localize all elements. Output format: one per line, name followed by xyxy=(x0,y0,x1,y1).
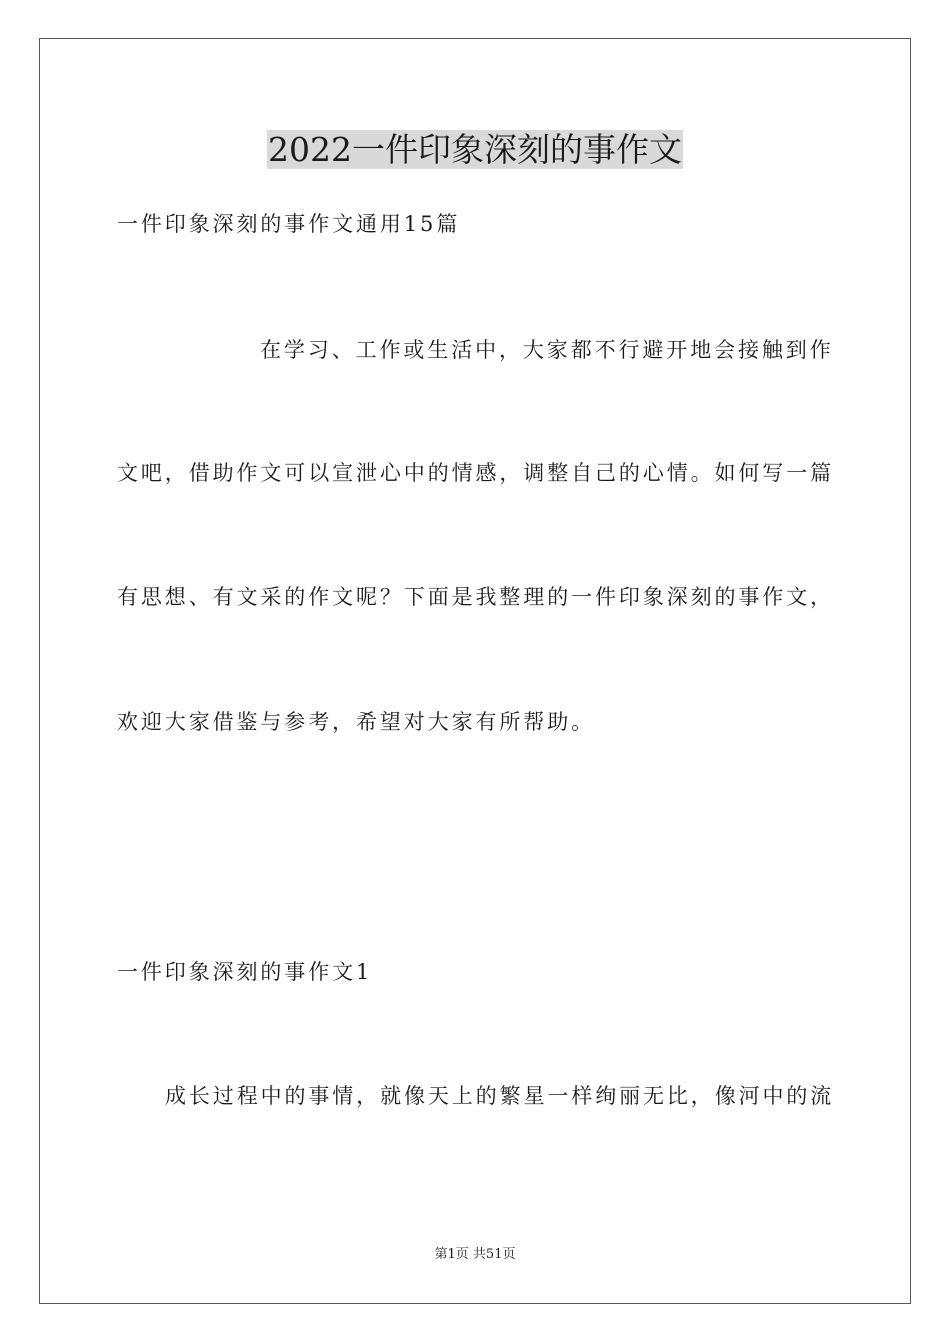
document-title xyxy=(0,128,950,172)
intro-paragraph-line: 欢迎大家借鉴与参考，希望对大家有所帮助。 xyxy=(117,710,595,734)
intro-paragraph-line: 文吧，借助作文可以宣泄心中的情感，调整自己的心情。如何写一篇 xyxy=(117,461,834,485)
document-subtitle: 一件印象深刻的事作文通用15篇 xyxy=(117,212,461,236)
intro-paragraph-line: 有思想、有文采的作文呢？下面是我整理的一件印象深刻的事作文， xyxy=(117,585,834,609)
document-title-text: 2022一件印象深刻的事作文 xyxy=(268,130,682,169)
intro-paragraph-line: 在学习、工作或生活中，大家都不行避开地会接触到作 xyxy=(260,338,834,362)
section-paragraph-line: 成长过程中的事情，就像天上的繁星一样绚丽无比，像河中的流 xyxy=(165,1084,835,1108)
page-indicator: 第1页 共51页 xyxy=(434,1247,516,1262)
section-heading: 一件印象深刻的事作文1 xyxy=(117,960,373,984)
